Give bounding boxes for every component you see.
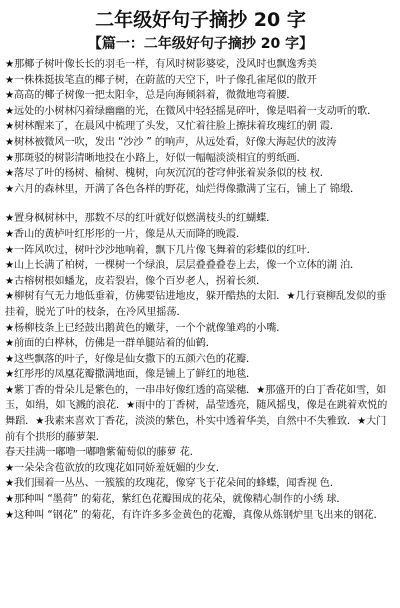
sentence-19: ★红彤彤的凤凰花瓣撒满地面，像是铺上了鲜红的地毯． xyxy=(5,369,257,381)
sentence-11: ★香山的黄栌叶红彤彤的一片，像是从天而降的晚霞． xyxy=(5,228,247,240)
sentence-12: ★一阵风吹过，树叶沙沙地响着，飘下几片像飞舞着的彩蝶似的红叶． xyxy=(5,244,317,256)
sentence-group-leaves-flowers xyxy=(5,211,396,523)
sentence-6: ★树林被微风一吹，发出 “沙沙 ” 的响声，从远处看，好像大海起伏的波涛 xyxy=(5,136,337,148)
sentence-25: ★这种叫 “钢花” 的菊花，有许许多多金黄色的花瓣，真像从炼钢炉里飞出来的钢花． xyxy=(5,509,384,521)
section-heading: 【篇一：二年级好句子摘抄 20 字】 xyxy=(87,36,314,52)
sentence-10: ★置身枫树林中，那数不尽的红叶就好似燃满枝头的红蝴蝶． xyxy=(5,213,277,225)
sentence-group-trees xyxy=(5,57,396,197)
sentence-23: ★我们围着一丛丛、一簇簇的玫瑰花，像穿飞于花朵间的蜂蝶，闻香视 色． xyxy=(5,478,340,490)
sentence-16: ★杨柳枝条上已经鼓出鹅黄色的嫩芽，一个个就像雏鸡的小嘴． xyxy=(5,322,287,334)
sentence-24: ★那种叫 “墨荷” 的菊花，紫红色花瓣围成的花朵，就像精心制作的小绣 球． xyxy=(5,494,347,506)
sentence-20: ★紫丁香的骨朵儿是紫色的，一串串好像红透的高粱穗．★那盛开的白丁香花如雪，如玉，如绢，如飞溅的浪花．★雨中的丁香树，晶莹透亮，随风摇曳，像是在跳着欢悦的舞蹈．★我素来喜欢丁香花，淡淡的紫色，朴实中透着华美，自然中不失雅致．★大门前有个拱形的藤萝架． xyxy=(5,384,388,443)
sentence-3: ★高高的椰子树像一把太阳伞，总是向海倾斜着，微微地弯着腰． xyxy=(5,90,297,102)
page-title: 二年级好句子摘抄 20 字 xyxy=(95,9,306,31)
sentence-9: ★六月的森林里，开满了各色各样的野花，灿烂得像撒满了宝石，铺上了 锦缎． xyxy=(5,183,361,195)
sentence-17: ★前面的白桦林，仿佛是一群单腿站着的仙鹤． xyxy=(5,338,216,350)
sentence-1: ★那椰子树叶像长长的羽毛一样，有风时树影婆娑，没风时也飘逸秀美 xyxy=(5,59,317,70)
sentence-15: ★柳树有气无力地低垂着，仿佛要钻进地皮，躲开酷热的太阳．★几行衰柳乱发似的垂挂着，脱光了叶的枝条，在冷风里摇荡． xyxy=(5,291,387,318)
sentence-18: ★这些飘落的叶子，好像是仙女撒下的五颜六色的花瓣． xyxy=(5,353,257,365)
sentence-5: ★树林醒来了，在晨风中梳理了头发，又忙着往脸上擦抹着玫瑰红的朝 霞． xyxy=(5,121,340,133)
sentence-14: ★古榕树根如蟠龙，皮若裂岩，像个百岁老人，拐着长须． xyxy=(5,275,267,287)
sentence-8: ★落尽了叶的杨树、榆树、槐树，向灰沉沉的苍穹伸张着炭条似的枝 杈． xyxy=(5,168,330,180)
sentence-22: ★一朵朵含苞欲放的玫瑰花如同娇羞妩媚的少女． xyxy=(5,462,226,474)
paragraph-gap xyxy=(5,197,396,211)
sentence-13: ★山上长满了柏树，一棵树一个绿浪，层层叠叠叠卷上去，像一个立体的湖 泊． xyxy=(5,260,361,272)
sentence-2: ★一株株挺拔笔直的椰子树，在蔚蓝的天空下，叶子像孔雀尾似的散开 xyxy=(5,74,317,86)
sentence-21: 春天挂满一嘟噜一嘟噜紫葡萄似的藤萝 花． xyxy=(5,447,200,459)
sentence-4: ★远处的小树林闪着绿幽幽的光，在微风中轻轻摇晃碎叶，像是唱着一支动听的歌． xyxy=(5,105,378,117)
sentence-7: ★那斑驳的树影清晰地投在小路上，好似一幅幅淡淡相宜的剪纸画． xyxy=(5,152,307,164)
